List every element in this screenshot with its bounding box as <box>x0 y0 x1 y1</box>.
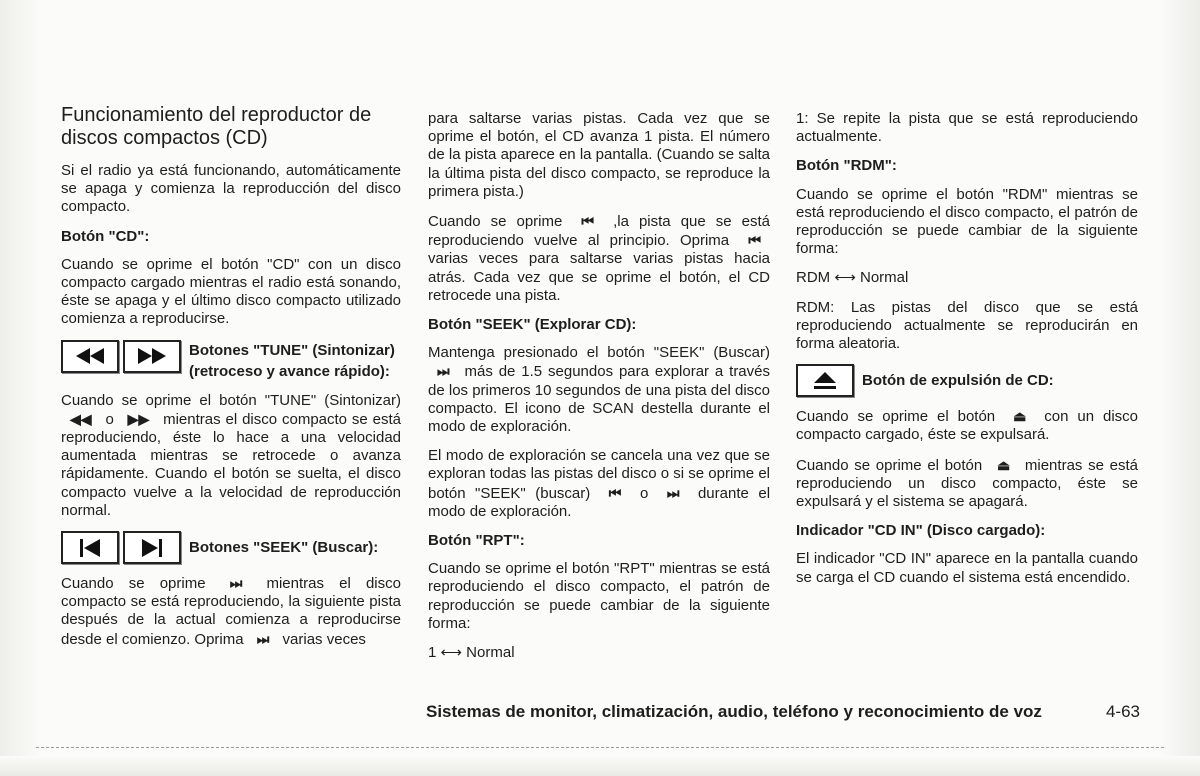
heading-rdm: Botón "RDM": <box>796 157 897 175</box>
column-2 <box>428 110 770 662</box>
rewind-button-icon <box>61 340 119 373</box>
scan-shadow-bottom <box>0 756 1200 776</box>
paragraph-scan-cancel-text-b: durante el modo de exploración. <box>428 484 771 520</box>
paragraph-rpt: Cuando se oprime el botón "RPT" mientras se está reproduciendo el disco compacto, el patrón de reproducción se puede cambiar de la siguiente forma: <box>428 560 770 632</box>
page-number: 4-63 <box>1105 702 1140 721</box>
paragraph-scan-cancel <box>428 447 770 521</box>
seek-buttons-row <box>61 531 401 564</box>
heading-tune-buttons: Botones "TUNE" (Sintonizar) (retroceso y avance rápido): <box>189 341 395 380</box>
paragraph-tune <box>61 392 401 520</box>
column-3 <box>796 110 1138 587</box>
eject-icon: ⏏ <box>1013 408 1027 425</box>
page-footer <box>426 702 1140 722</box>
paragraph-scan-cancel-or: o <box>639 484 649 502</box>
paragraph-prev-text-c: varias veces para saltarse varias pistas hacia atrás. Cada vez que se oprime el botón, el CD retrocede una pista. <box>428 250 770 304</box>
heading-cd-button: Botón "CD": <box>61 227 150 245</box>
paragraph-seek <box>61 574 401 649</box>
prev-track-icon: ⏮ <box>581 213 595 230</box>
forward-icon: ▶▶ <box>127 410 150 427</box>
heading-seek-buttons: Botones "SEEK" (Buscar): <box>189 539 379 557</box>
paragraph-prev-track <box>428 212 770 305</box>
heading-seek-scan: Botón "SEEK" (Explorar CD): <box>428 316 637 334</box>
next-track-icon: ⏭ <box>256 630 270 647</box>
eject-button-icon <box>796 364 854 397</box>
paragraph-intro: Si el radio ya está funcionando, automáticamente se apaga y comienza la reproducción del disco compacto. <box>61 162 401 216</box>
next-track-icon: ⏭ <box>666 484 680 501</box>
prev-track-icon: ⏮ <box>748 232 761 249</box>
paragraph-eject-playing-text-a: Cuando se oprime el botón <box>796 456 983 474</box>
forward-button-icon <box>123 340 181 373</box>
heading-eject: Botón de expulsión de CD: <box>862 372 1054 390</box>
section-title: Funcionamiento del reproductor de discos compactos (CD) <box>61 104 372 149</box>
paragraph-prev-text-a: Cuando se oprime <box>428 213 563 231</box>
prev-track-icon: ⏮ <box>608 484 622 501</box>
footer-divider <box>36 747 1164 749</box>
eject-button-row <box>796 364 1138 397</box>
paragraph-seek-scan-text-a: Mantenga presionado el botón "SEEK" (Buscar) <box>428 344 770 362</box>
paragraph-rdm: Cuando se oprime el botón "RDM" mientras se está reproduciendo el disco compacto, el patrón de reproducción se puede cambiar de la siguiente forma: <box>796 185 1138 258</box>
paragraph-cd-in: El indicador "CD IN" aparece en la pantalla cuando se carga el CD cuando el sistema está encendido. <box>796 550 1138 586</box>
eject-icon: ⏏ <box>996 456 1011 473</box>
paragraph-prev-text-b: ,la pista que se está reproduciendo vuelve al principio. Oprima <box>428 213 771 250</box>
heading-cd-in: Indicador "CD IN" (Disco cargado): <box>796 522 1046 540</box>
tune-buttons-illustration <box>61 340 181 373</box>
paragraph-seek-scan-text-b: más de 1.5 segundos para explorar a través de los primeros 10 segundos de una pista del disco compacto. El icono de SCAN destella durante el modo de exploración. <box>428 363 770 436</box>
paragraph-eject-playing-text-b: mientras se está reproduciendo un disco compacto, éste se expulsará y el sistema se apagará. <box>796 456 1138 511</box>
paragraph-seek-text-c: varias veces <box>282 630 366 648</box>
paragraph-tune-text-a: Cuando se oprime el botón "TUNE" (Sintonizar) <box>61 391 401 409</box>
seek-buttons-illustration <box>61 531 181 564</box>
paragraph-seek-text-b: mientras el disco compacto se está reproduciendo, la siguiente pista después de la actual comienza a reproducirse desde el comienzo. Oprima <box>61 575 401 648</box>
rewind-icon: ◀◀ <box>70 410 92 427</box>
paragraph-tune-text-b: mientras el disco compacto se está reproduciendo, éste lo hace a una velocidad aumentada mientras se retrocede o avanza rápidamente. Cuando el botón se suelta, el disco compacto vuelve a la velocidad de reproducción normal. <box>61 410 401 519</box>
paragraph-seek-scan <box>428 344 770 436</box>
paragraph-skip-tracks: para saltarse varias pistas. Cada vez que se oprime el botón, el CD avanza 1 pista. El número de la pista aparece en la pantalla. (Cuando se salta la última pista del disco compacto, se reproduce la primera pista.) <box>428 110 770 200</box>
next-track-icon: ⏭ <box>437 363 450 380</box>
paragraph-rpt-mode: 1 ⟷ Normal <box>428 644 515 662</box>
paragraph-rdm-random: RDM: Las pistas del disco que se está reproduciendo actualmente se reproducirán en forma aleatoria. <box>796 298 1138 353</box>
paragraph-tune-or: o <box>105 410 114 428</box>
column-1 <box>61 96 401 649</box>
paragraph-repeat: 1: Se repite la pista que se está reproduciendo actualmente. <box>796 110 1138 146</box>
paragraph-eject-playing <box>796 456 1138 512</box>
next-track-button-icon <box>123 531 181 564</box>
paragraph-cd-button: Cuando se oprime el botón "CD" con un disco compacto cargado mientras el radio está sonando, éste se apaga y el último disco compacto utilizado comienza a reproducirse. <box>61 255 401 328</box>
scan-shadow-right <box>1160 0 1200 776</box>
paragraph-rdm-mode: RDM ⟷ Normal <box>796 269 909 287</box>
heading-rpt: Botón "RPT": <box>428 532 525 550</box>
prev-track-button-icon <box>61 531 119 564</box>
paragraph-seek-text-a: Cuando se oprime <box>61 575 206 593</box>
paragraph-eject-loaded <box>796 407 1138 444</box>
paragraph-eject-loaded-text-a: Cuando se oprime el botón <box>796 408 996 426</box>
eject-button-illustration <box>796 364 854 397</box>
scan-shadow-left <box>0 0 42 776</box>
paragraph-scan-cancel-text-a: El modo de exploración se cancela una vez que se exploran todas las pistas del disco o si se oprime el botón "SEEK" (buscar) <box>428 447 770 502</box>
next-track-icon: ⏭ <box>229 575 243 592</box>
tune-buttons-row <box>61 340 401 382</box>
footer-section-title: Sistemas de monitor, climatización, audio, teléfono y reconocimiento de voz <box>426 702 1042 721</box>
paragraph-eject-loaded-text-b: con un disco compacto cargado, éste se expulsará. <box>796 408 1139 444</box>
